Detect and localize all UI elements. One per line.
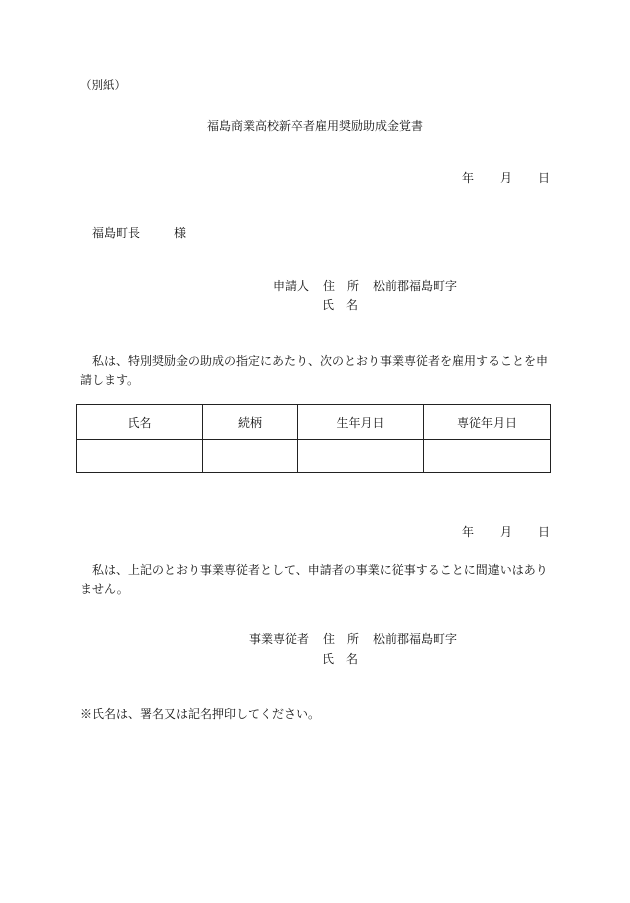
application-statement: 私は、特別奨励金の助成の指定にあたり、次のとおり事業専従者を雇用することを申請します。 [80, 354, 549, 387]
document-title: 福島商業高校新卒者雇用奨励助成金覚書 [206, 119, 423, 133]
employee-declaration: 私は、上記のとおり事業専従者として、申請者の事業に従事することに間違いはありません。 [80, 563, 548, 596]
addressee-line [92, 227, 186, 239]
table-header-row [77, 405, 551, 440]
signature-footnote: ※氏名は、署名又は記名押印してください。 [80, 707, 321, 721]
addressee-honorific: 様 [174, 226, 187, 240]
employee-role-label: 事業専従者 [249, 632, 310, 646]
column-header-employment-date: 専従年月日 [424, 405, 551, 440]
date-line [462, 172, 550, 184]
addressee-name: 福島町長 [92, 226, 141, 240]
column-header-birthdate: 生年月日 [298, 405, 424, 440]
employee-name-label: 氏 名 [322, 652, 359, 666]
date-year-label: 年 [461, 525, 474, 539]
employee-address-label: 住 所 [323, 632, 360, 646]
applicant-role-label: 申請人 [273, 279, 310, 293]
applicant-address-label: 住 所 [323, 279, 360, 293]
applicant-name-row [322, 299, 358, 311]
applicant-name-label: 氏 名 [322, 298, 359, 312]
table-cell-relationship [203, 440, 298, 473]
second-date-line [462, 526, 550, 538]
table-cell-birthdate [298, 440, 424, 473]
column-header-relationship: 続柄 [203, 405, 298, 440]
column-header-name: 氏名 [77, 405, 203, 440]
attachment-label: （別紙） [80, 78, 126, 92]
employee-address-value: 松前郡福島町字 [373, 632, 458, 646]
employee-address-row [249, 633, 457, 645]
date-year-label: 年 [461, 171, 474, 185]
employee-name-row [322, 653, 358, 665]
date-month-label: 月 [499, 525, 512, 539]
date-day-label: 日 [537, 525, 550, 539]
date-day-label: 日 [537, 171, 550, 185]
table-row [77, 440, 551, 473]
date-month-label: 月 [499, 171, 512, 185]
table-cell-employment-date [424, 440, 551, 473]
employee-info-table [76, 404, 551, 473]
table-cell-name [77, 440, 203, 473]
applicant-address-value: 松前郡福島町字 [373, 279, 458, 293]
applicant-address-row [273, 280, 457, 292]
